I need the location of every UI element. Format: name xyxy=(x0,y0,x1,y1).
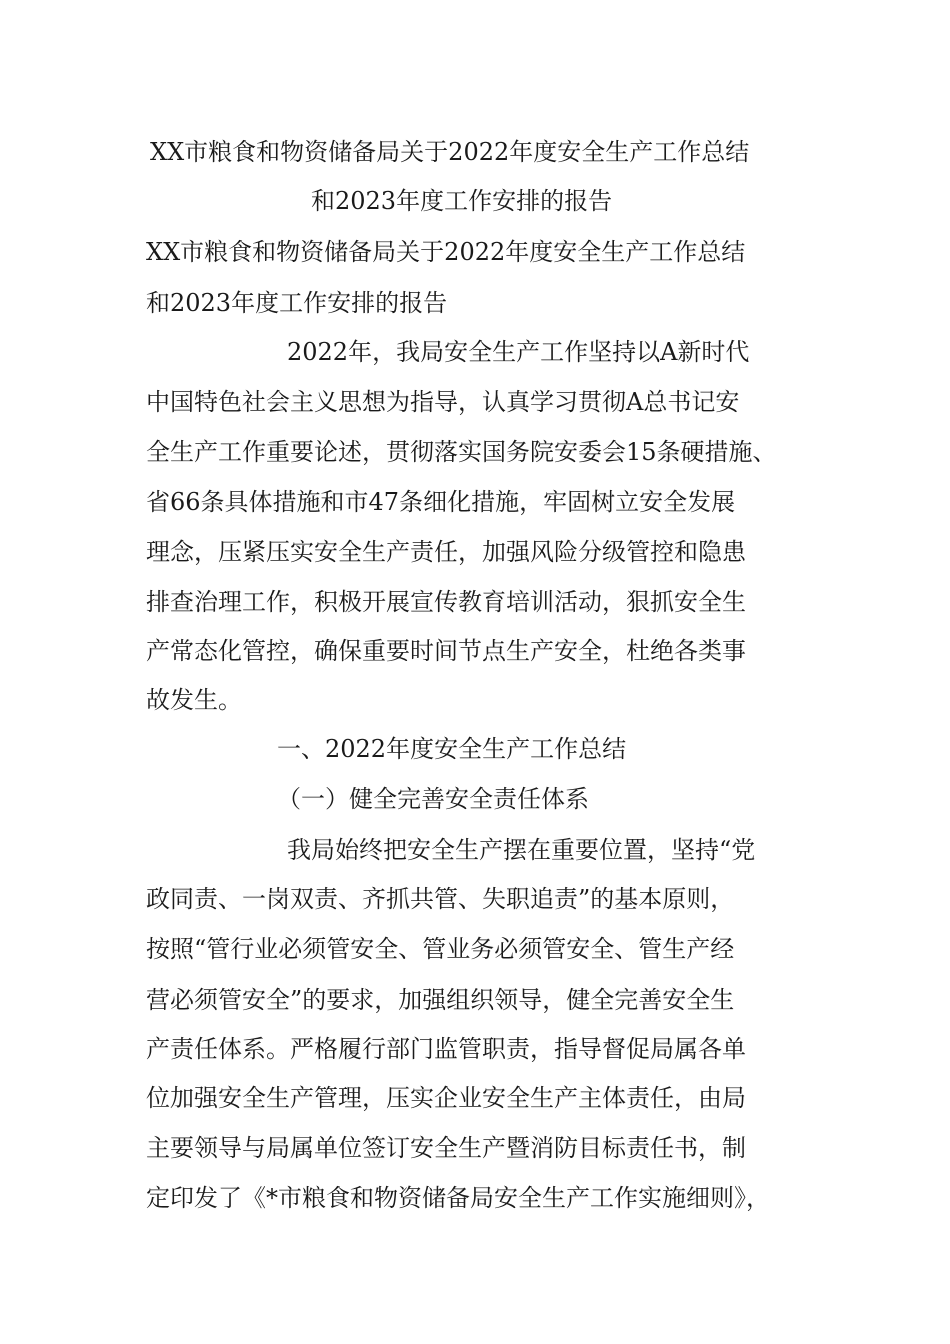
body-line: 位加强安全生产管理，压实企业安全生产主体责任，由局 xyxy=(146,1084,746,1112)
section-heading: 一、2022年度安全生产工作总结 xyxy=(277,735,627,763)
body-line: 我局始终把安全生产摆在重要位置，坚持“党 xyxy=(287,836,756,864)
title-line-2: 和2023年度工作安排的报告 xyxy=(311,187,613,215)
intro-line: 2022年，我局安全生产工作坚持以A新时代 xyxy=(287,338,750,366)
body-line: 产责任体系。严格履行部门监管职责，指导督促局属各单 xyxy=(146,1035,746,1063)
body-line: 主要领导与局属单位签订安全生产暨消防目标责任书，制 xyxy=(146,1134,746,1162)
intro-line: 排查治理工作，积极开展宣传教育培训活动，狠抓安全生 xyxy=(146,588,746,616)
subtitle-line-1: XX市粮食和物资储备局关于2022年度安全生产工作总结 xyxy=(146,238,746,266)
body-line: 营必须管安全”的要求，加强组织领导，健全完善安全生 xyxy=(146,986,735,1014)
subtitle-line-2: 和2023年度工作安排的报告 xyxy=(146,289,448,317)
subsection-heading: （一）健全完善安全责任体系 xyxy=(277,785,589,813)
intro-line: 产常态化管控，确保重要时间节点生产安全，杜绝各类事 xyxy=(146,637,746,665)
intro-line: 省66条具体措施和市47条细化措施，牢固树立安全发展 xyxy=(146,488,736,516)
title-line-1: XX市粮食和物资储备局关于2022年度安全生产工作总结 xyxy=(150,138,750,166)
body-line: 按照“管行业必须管安全、管业务必须管安全、管生产经 xyxy=(146,935,735,963)
body-line: 政同责、一岗双责、齐抓共管、失职追责”的基本原则， xyxy=(146,885,735,913)
intro-line: 全生产工作重要论述，贯彻落实国务院安委会15条硬措施、 xyxy=(146,438,777,466)
intro-line: 故发生。 xyxy=(146,686,242,714)
intro-line: 理念，压紧压实安全生产责任，加强风险分级管控和隐患 xyxy=(146,538,746,566)
intro-line: 中国特色社会主义思想为指导，认真学习贯彻A总书记安 xyxy=(146,388,740,416)
body-line: 定印发了《*市粮食和物资储备局安全生产工作实施细则》， xyxy=(146,1184,770,1212)
